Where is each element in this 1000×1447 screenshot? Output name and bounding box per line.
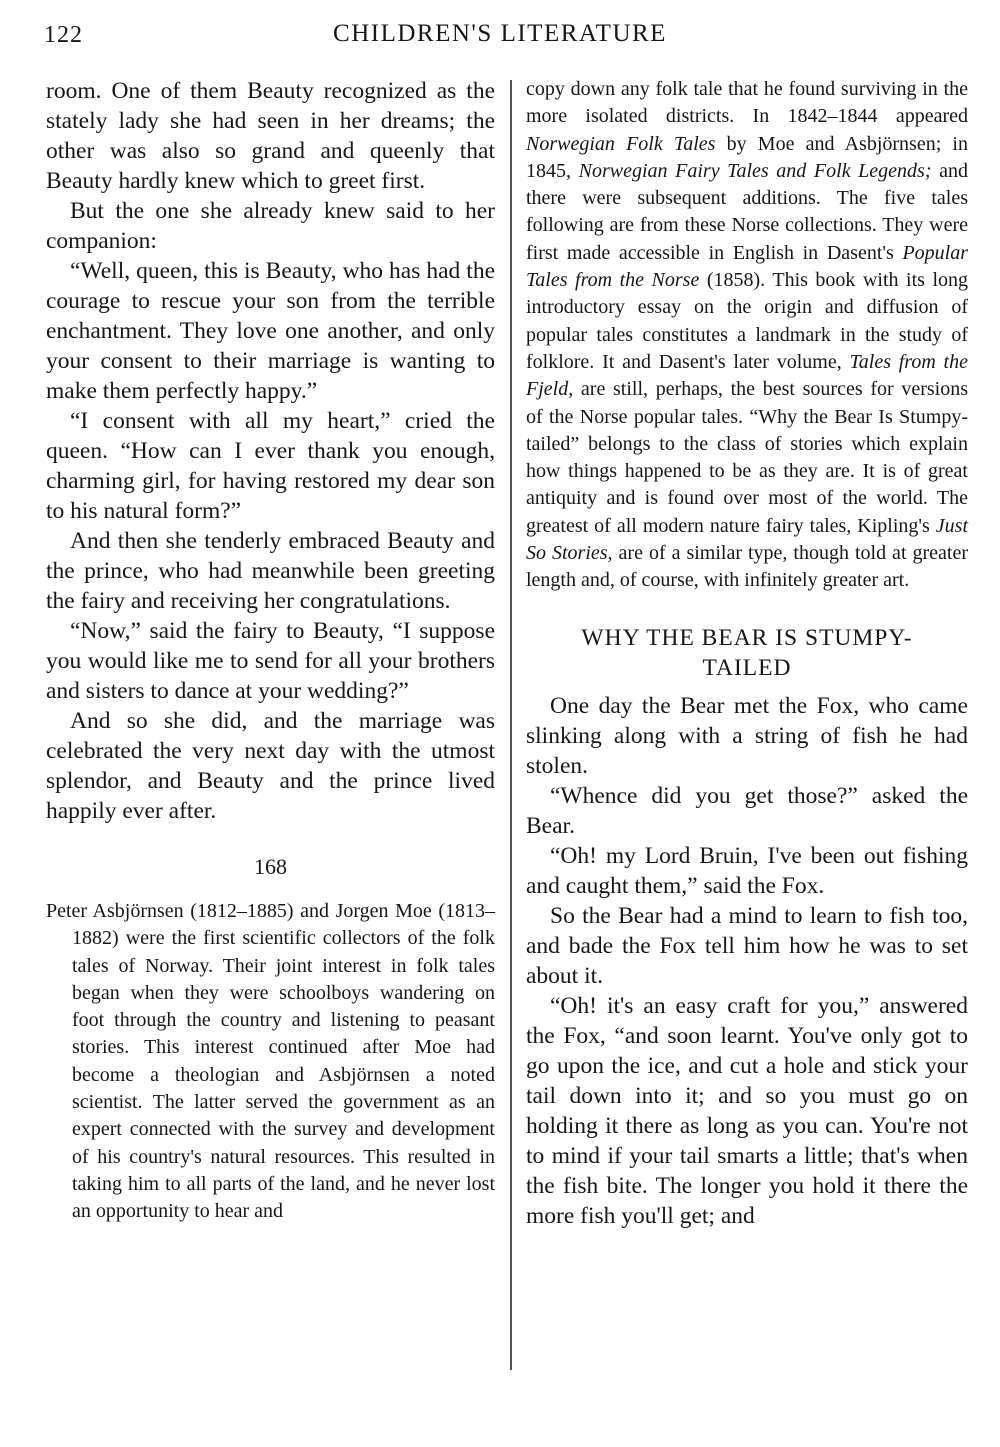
paragraph: “I consent with all my heart,” cried the queen. “How can I ever thank you enough, charming girl, for having restored my dear son to his natural form?” — [46, 408, 495, 524]
editorial-note: Peter Asbjörnsen (1812–1885) and Jorgen Moe (1813–1882) were the first scientific collectors of the folk tales of Norway. Their joint interest in folk tales began when they were schoolboys wandering on foot through the country and listening to peasant stories. This interest continued after Moe had become a theologian and Asbjörnsen a noted scientist. The latter served the government as an expert connected with the survey and development of his country's natural resources. This resulted in taking him to all parts of the land, and he never lost an opportunity to hear and — [46, 900, 495, 1223]
story-ending — [46, 76, 495, 826]
paragraph: “Whence did you get those?” asked the Bear. — [526, 782, 968, 839]
paragraph: room. One of them Beauty recognized as the stately lady she had seen in her dreams; the other was also so grand and queenly that Beauty hardly knew which to greet first. — [46, 78, 495, 194]
book-title: Popular Tales from the Norse — [526, 241, 968, 292]
story-title-line: WHY THE BEAR IS STUMPY- — [581, 624, 913, 651]
right-column — [526, 76, 968, 1231]
story-title-line: TAILED — [702, 654, 792, 681]
book-title: Norwegian Fairy Tales and Folk Legends; — [578, 159, 932, 182]
page-number: 122 — [44, 22, 83, 48]
left-column — [46, 76, 495, 1226]
running-title: CHILDREN'S LITERATURE — [333, 20, 667, 47]
note-text: copy down any folk tale that he found surviving in the more isolated districts. In 1842–1844 appeared — [526, 78, 968, 128]
note-text: are of a similar type, though told at greater length and, of course, with infinitely greater art. — [526, 542, 968, 592]
section-number: 168 — [254, 854, 287, 879]
paragraph: “Oh! my Lord Bruin, I've been out fishing and caught them,” said the Fox. — [526, 842, 968, 899]
paragraph: One day the Bear met the Fox, who came slinking along with a string of fish he had stolen. — [526, 692, 968, 779]
paragraph: “Now,” said the fairy to Beauty, “I suppose you would like me to send for all your brothers and sisters to dance at your wedding?” — [46, 618, 495, 704]
story-body — [526, 691, 968, 1231]
note-text: (1858). This book with its long introductory essay on the origin and diffusion of popular tales constitutes a landmark in the study of folklore. It and Dasent's later volume, — [526, 269, 969, 373]
book-title: Norwegian Folk Tales — [526, 132, 716, 155]
note-paragraph — [526, 76, 968, 595]
note-text: and there were subsequent additions. The five tales following are from these Norse collections. They were first made accessible in English in Dasent's — [526, 159, 968, 264]
paragraph: And so she did, and the marriage was celebrated the very next day with the utmost splendor, and Beauty and the prince lived happily ever after. — [46, 708, 495, 824]
editorial-note-continued — [526, 76, 968, 595]
paragraph: And then she tenderly embraced Beauty and the prince, who had meanwhile been greeting the fairy and receiving her congratulations. — [46, 528, 495, 614]
book-title: Tales from the Fjeld, — [526, 350, 968, 401]
paragraph: But the one she already knew said to her companion: — [46, 198, 495, 254]
paragraph: “Oh! it's an easy craft for you,” answered the Fox, “and soon learnt. You've only got to go upon the ice, and cut a hole and stick your tail down into it; and so you must go on holding it there as long as you can. You're not to mind if your tail smarts a little; that's when the fish bite. The longer you hold it there the more fish you'll get; and — [526, 992, 968, 1229]
page-header — [0, 18, 1000, 54]
book-title: Just So Stories, — [526, 514, 968, 565]
note-text: are still, perhaps, the best sources for versions of the Norse popular tales. “Why the Bear Is Stumpy-tailed” belongs to the class of stories which explain how things happened to be as they are. It is of great antiquity and is found over most of the world. The greatest of all modern nature fairy tales, Kipling's — [526, 378, 968, 537]
note-text: by Moe and Asbjörnsen; in 1845, — [526, 132, 968, 182]
paragraph: So the Bear had a mind to learn to fish too, and bade the Fox tell him how he was to set about it. — [526, 902, 968, 989]
paragraph: “Well, queen, this is Beauty, who has had the courage to rescue your son from the terrible enchantment. They love one another, and only your consent to their marriage is wanting to make them perfectly happy.” — [46, 258, 495, 404]
story-title — [526, 623, 968, 683]
column-divider — [510, 80, 512, 1370]
